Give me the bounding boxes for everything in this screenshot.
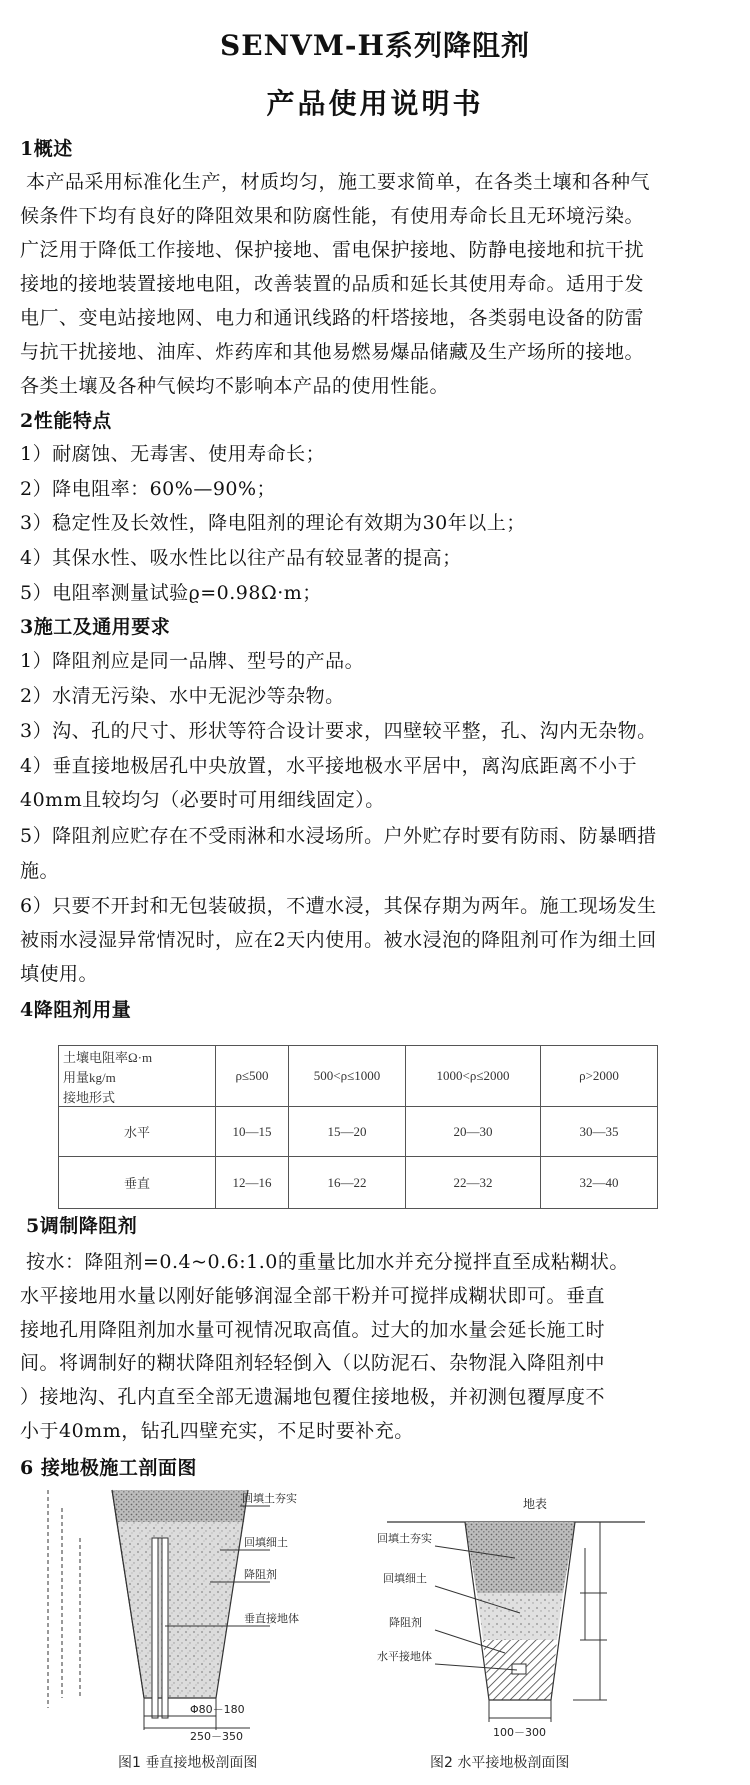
paragraph-line: 广泛用于降低工作接地、保护接地、雷电保护接地、防静电接地和抗干扰 [20, 239, 645, 261]
horizontal-electrode-bar [512, 1664, 526, 1674]
table-cell: 16—22 [289, 1157, 406, 1209]
section-heading-dosage: 4降阻剂用量 [20, 999, 132, 1021]
list-item: 2）降电阻率：60%—90%； [20, 478, 277, 500]
label-fine-soil: 回填细土 [244, 1536, 288, 1549]
list-item: 3）稳定性及长效性，降电阻剂的理论有效期为30年以上； [20, 512, 526, 534]
dimension-rod-diameter: Φ80－180 [190, 1703, 245, 1716]
table-cell: 20—30 [406, 1107, 541, 1157]
section-heading-mixing: 5调制降阻剂 [26, 1215, 138, 1237]
caption-figure-2: 图2 水平接地极剖面图 [430, 1755, 570, 1771]
label-horizontal-electrode: 水平接地体 [377, 1650, 432, 1663]
table-cell: 10—15 [216, 1107, 289, 1157]
list-item: 被雨水浸湿异常情况时，应在2天内使用。被水浸泡的降阻剂可作为细土回 [20, 929, 657, 951]
dosage-table [58, 1045, 658, 1209]
list-item: 5）电阻率测量试验ϱ=0.98Ω·m； [20, 582, 322, 604]
table-cell: 12—16 [216, 1157, 289, 1209]
row-label: 水平 [59, 1107, 216, 1157]
table-col-header: 500<ρ≤1000 [289, 1046, 406, 1107]
label-resistance-agent: 降阻剂 [244, 1568, 277, 1581]
fine-soil-layer [477, 1593, 563, 1640]
section-heading-features: 2性能特点 [20, 410, 112, 432]
table-header-dosage: 用量kg/m [59, 1066, 216, 1086]
doc-title: SENVM-H系列降阻剂 [220, 29, 530, 62]
backfill-compacted-layer [465, 1522, 575, 1593]
section-heading-overview: 1概述 [20, 138, 73, 160]
fine-soil-layer [116, 1522, 244, 1698]
table-col-header: ρ>2000 [541, 1046, 658, 1107]
doc-subtitle: 产品使用说明书 [266, 87, 484, 120]
paragraph-line: 候条件下均有良好的降阻效果和防腐性能，有使用寿命长且无环境污染。 [20, 205, 645, 227]
table-col-header: ρ≤500 [216, 1046, 289, 1107]
label-fine-soil: 回填细土 [383, 1572, 427, 1585]
list-item: 6）只要不开封和无包装破损，不遭水浸，其保存期为两年。施工现场发生 [20, 895, 657, 917]
paragraph-line: 水平接地用水量以刚好能够润湿全部干粉并可搅拌成糊状即可。垂直 [20, 1285, 606, 1307]
table-header-resistivity: 土壤电阻率Ω·m [59, 1046, 216, 1067]
list-item: 5）降阻剂应贮存在不受雨淋和水浸场所。户外贮存时要有防雨、防暴晒措 [20, 825, 657, 847]
table-cell: 15—20 [289, 1107, 406, 1157]
label-ground-surface: 地表 [523, 1497, 548, 1511]
label-backfill-compacted: 回填土夯实 [242, 1492, 297, 1505]
paragraph-line: 本产品采用标准化生产，材质均匀，施工要求简单，在各类土壤和各种气 [26, 171, 651, 193]
vertical-electrode-rod [152, 1538, 158, 1718]
section-heading-requirements: 3施工及通用要求 [20, 616, 171, 638]
label-vertical-electrode: 垂直接地体 [244, 1612, 299, 1625]
caption-figure-1: 图1 垂直接地极剖面图 [118, 1755, 258, 1771]
paragraph-line: 与抗干扰接地、油库、炸药库和其他易燃易爆品储藏及生产场所的接地。 [20, 341, 645, 363]
row-label: 垂直 [59, 1157, 216, 1209]
list-item: 40mm且较均匀（必要时可用细线固定）。 [20, 789, 385, 811]
paragraph-line: 接地的接地装置接地电阻，改善装置的品质和延长其使用寿命。适用于发 [20, 273, 645, 295]
list-item: 2）水清无污染、水中无泥沙等杂物。 [20, 685, 345, 707]
label-resistance-agent: 降阻剂 [389, 1616, 422, 1629]
list-item: 填使用。 [20, 963, 99, 985]
paragraph-line: 按水：降阻剂=0.4~0.6:1.0的重量比加水并充分搅拌直至成粘糊状。 [26, 1251, 629, 1273]
table-col-header: 1000<ρ≤2000 [406, 1046, 541, 1107]
figure-horizontal-electrode [375, 1478, 675, 1748]
section-heading-cross-section: 6 接地极施工剖面图 [20, 1457, 197, 1479]
list-item: 1）耐腐蚀、无毒害、使用寿命长； [20, 443, 326, 465]
list-item: 4）垂直接地极居孔中央放置，水平接地极水平居中，离沟底距离不小于 [20, 755, 638, 777]
table-row [59, 1157, 658, 1209]
table-header-type: 接地形式 [59, 1086, 216, 1107]
dimension-hole-width: 250－350 [190, 1730, 243, 1743]
label-backfill-compacted: 回填土夯实 [377, 1532, 432, 1545]
list-item: 3）沟、孔的尺寸、形状等符合设计要求，四壁较平整，孔、沟内无杂物。 [20, 720, 657, 742]
list-item: 1）降阻剂应是同一品牌、型号的产品。 [20, 650, 365, 672]
paragraph-line: 接地孔用降阻剂加水量可视情况取高值。过大的加水量会延长施工时 [20, 1319, 606, 1341]
paragraph-line: 各类土壤及各种气候均不影响本产品的使用性能。 [20, 375, 450, 397]
table-cell: 32—40 [541, 1157, 658, 1209]
list-item: 施。 [20, 860, 60, 882]
table-cell: 22—32 [406, 1157, 541, 1209]
paragraph-line: 小于40mm，钻孔四壁充实，不足时要补充。 [20, 1420, 414, 1442]
list-item: 4）其保水性、吸水性比以往产品有较显著的提高； [20, 547, 462, 569]
backfill-compacted-layer [112, 1490, 248, 1522]
paragraph-line: 电厂、变电站接地网、电力和通讯线路的杆塔接地，各类弱电设备的防雷 [20, 307, 645, 329]
figure-vertical-electrode [40, 1478, 340, 1748]
dimension-trench-width: 100－300 [493, 1726, 546, 1739]
table-row [59, 1107, 658, 1157]
paragraph-line: 间。将调制好的糊状降阻剂轻轻倒入（以防泥石、杂物混入降阻剂中 [20, 1352, 606, 1374]
paragraph-line: ）接地沟、孔内直至全部无遗漏地包覆住接地极，并初测包覆厚度不 [20, 1386, 606, 1408]
table-cell: 30—35 [541, 1107, 658, 1157]
